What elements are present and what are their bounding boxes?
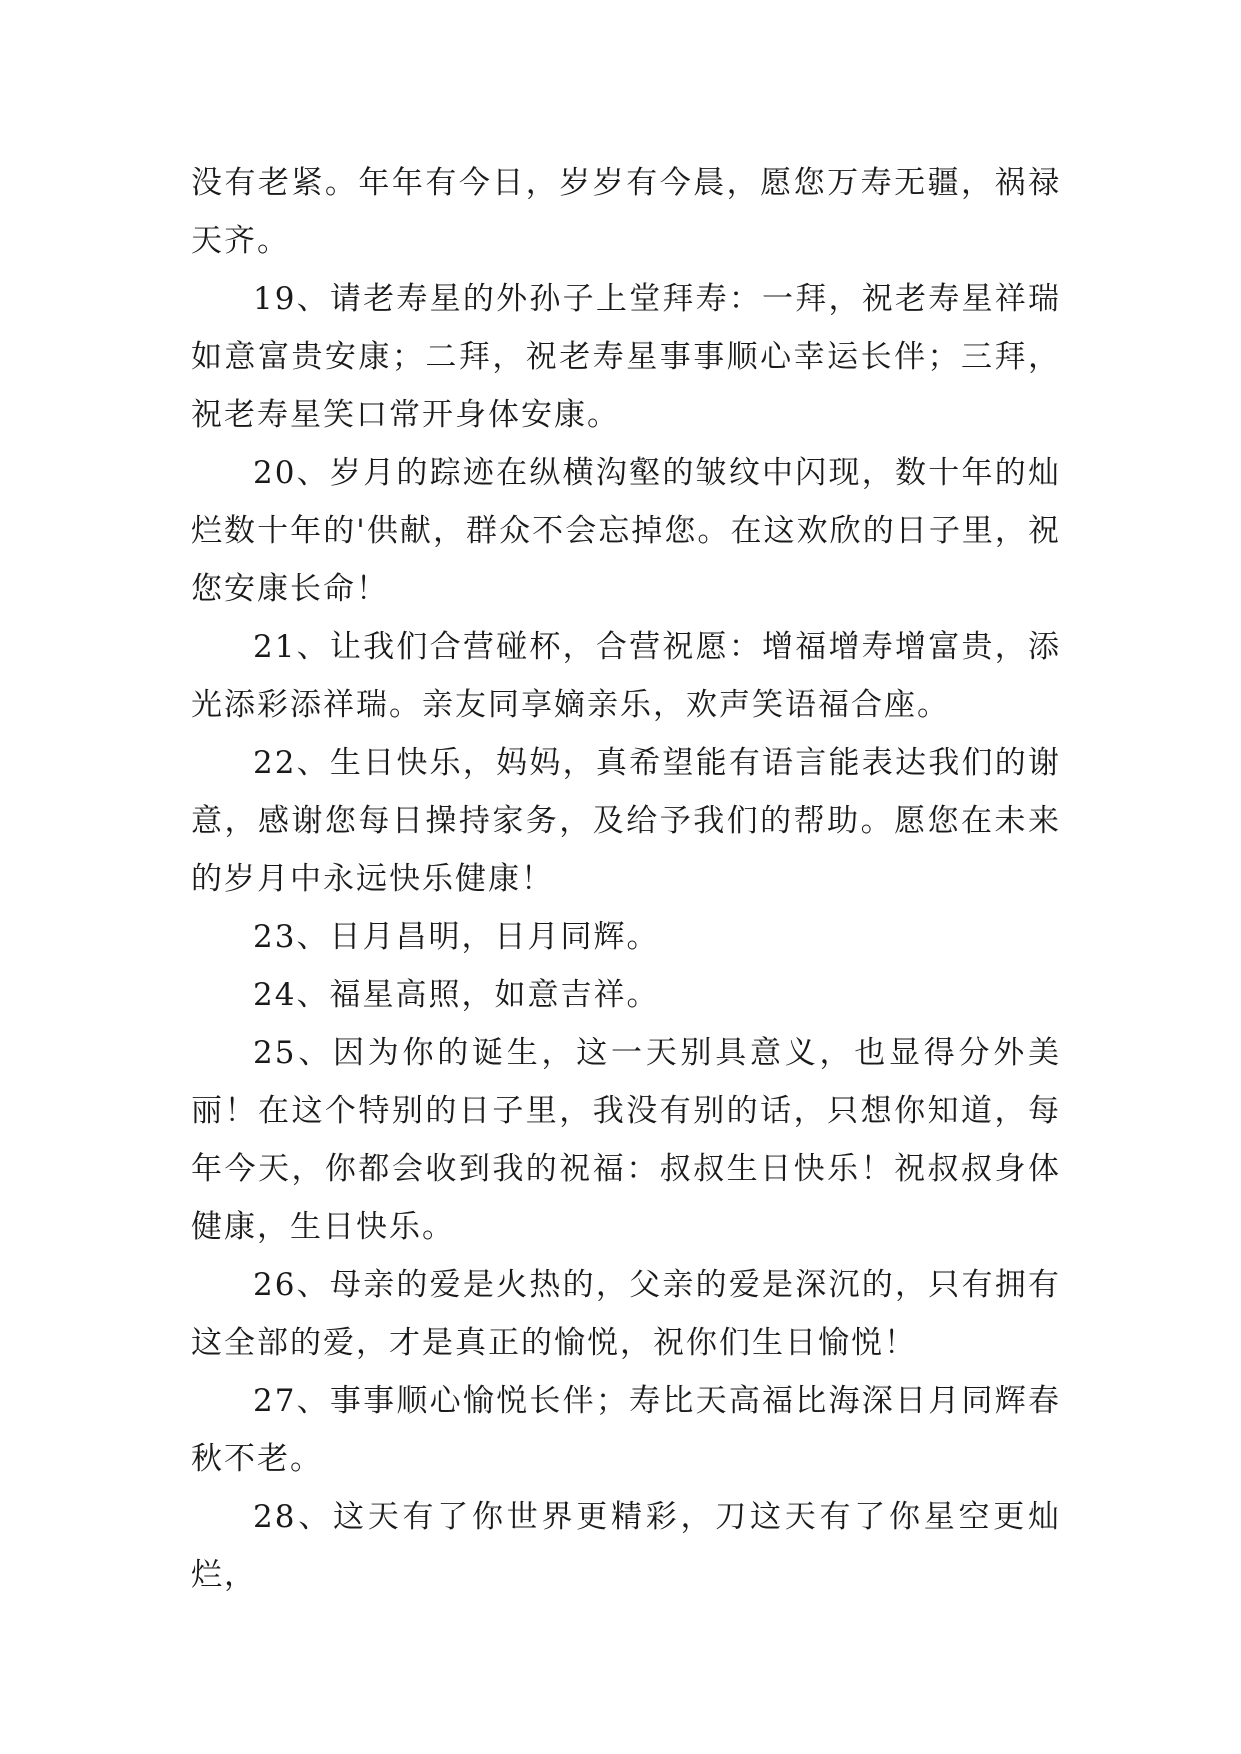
paragraph-23: 23、日月昌明，日月同辉。 [253,919,660,955]
paragraph-25: 25、因为你的诞生，这一天别具意义，也显得分外美丽！在这个特别的日子里，我没有别的话，只想你知道，每年今天，你都会收到我的祝福：叔叔生日快乐！祝叔叔身体健康，生日快乐。 [191,1035,1061,1245]
paragraph-24: 24、福星高照，如意吉祥。 [253,977,660,1013]
paragraph-20: 20、岁月的踪迹在纵横沟壑的皱纹中闪现，数十年的灿烂数十年的'供献，群众不会忘掉您。在这欢欣的日子里，祝您安康长命！ [191,455,1061,607]
paragraph-27: 27、事事顺心愉悦长伴；寿比天高福比海深日月同辉春秋不老。 [191,1383,1061,1477]
paragraph-26: 26、母亲的爱是火热的，父亲的爱是深沉的，只有拥有这全部的爱，才是真正的愉悦，祝你们生日愉悦！ [191,1267,1061,1361]
document-body [191,154,1061,1604]
paragraph-22: 22、生日快乐，妈妈，真希望能有语言能表达我们的谢意，感谢您每日操持家务，及给予我们的帮助。愿您在未来的岁月中永远快乐健康！ [191,745,1061,897]
paragraph-continued: 没有老紧。年年有今日，岁岁有今晨，愿您万寿无疆，祸禄天齐。 [191,165,1061,259]
paragraph-21: 21、让我们合营碰杯，合营祝愿：增福增寿增富贵，添光添彩添祥瑞。亲友同享嫡亲乐，欢声笑语福合座。 [191,629,1061,723]
paragraph-28: 28、这天有了你世界更精彩，刀这天有了你星空更灿烂， [191,1499,1061,1593]
paragraph-19: 19、请老寿星的外孙子上堂拜寿：一拜，祝老寿星祥瑞如意富贵安康；二拜，祝老寿星事事顺心幸运长伴；三拜，祝老寿星笑口常开身体安康。 [191,281,1061,433]
